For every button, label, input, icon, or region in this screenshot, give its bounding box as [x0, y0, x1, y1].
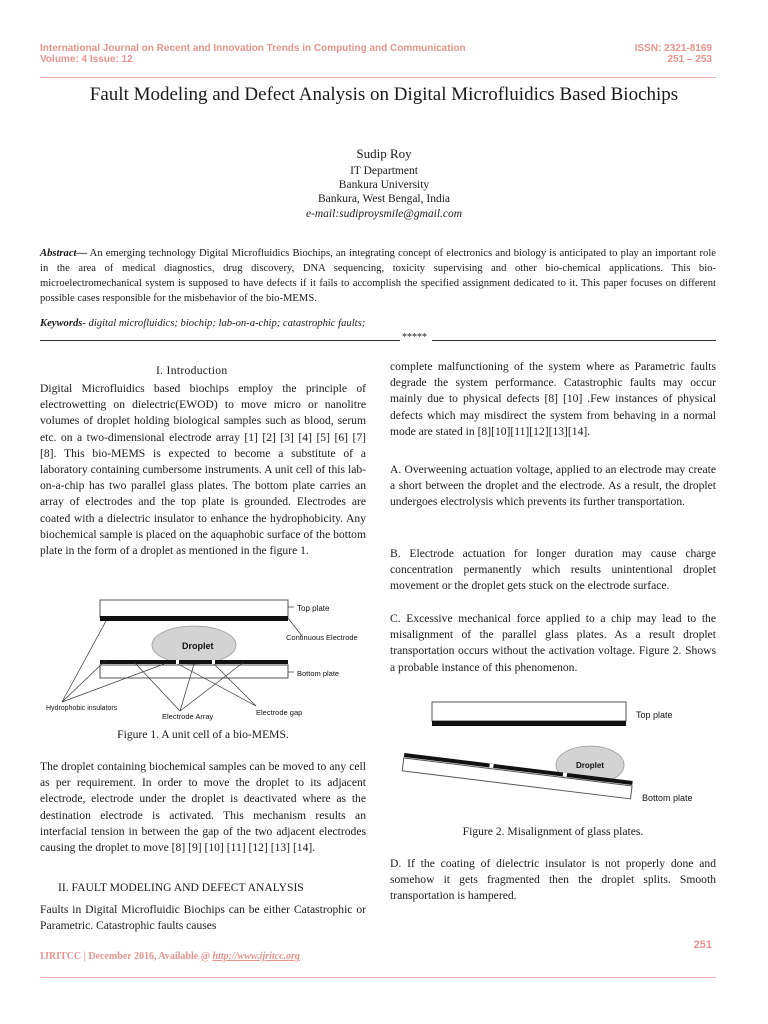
- header-rule: [40, 77, 716, 78]
- journal-name: International Journal on Recent and Innovation Trends in Computing and Communication: [40, 43, 466, 54]
- author-affiliation: [0, 164, 768, 221]
- fig1-continuous-electrode: [100, 616, 288, 621]
- intro-paragraph-1: [40, 381, 366, 559]
- right-p1: complete malfunctioning of the system where as Parametric faults degrade the system performance. Catastrophic faults may occur mainly due to physical defects [8] [10] .Few instances of physical defects which may misdirect the system from behaving in a normal mode are stated in [8][10][11][12][13][14].: [390, 360, 716, 438]
- fig2-top-electrode: [432, 721, 626, 726]
- right-paragraph-1: [390, 359, 716, 440]
- keywords-label: Keywords-: [40, 318, 86, 329]
- fault-heading: II. FAULT MODELING AND DEFECT ANALYSIS: [58, 881, 304, 894]
- fig1-gap-2: [212, 660, 215, 664]
- fig2-gap-2: [563, 772, 567, 776]
- email: e-mail:sudiproysmile@gmail.com: [305, 207, 463, 220]
- abstract-label: Abstract—: [40, 248, 88, 259]
- intro-heading: I. Introduction: [156, 364, 228, 377]
- fig2-label-droplet: Droplet: [576, 761, 604, 770]
- defect-c-text: C. Excessive mechanical force applied to a chip may lead to the misalignment of the parallel glass plates. As a result droplet transportation occurs without the activation voltage. Figure 2. Shows a probable instance of this phenomenon.: [390, 612, 716, 674]
- fig1-bottom-plate: [100, 665, 288, 678]
- fig1-label-electrode-array: Electrode Array: [162, 712, 214, 721]
- fig2-gap-1: [489, 763, 493, 767]
- issn-header: [635, 43, 712, 65]
- intro-paragraph-2: [40, 759, 366, 856]
- keywords-text: digital microfluidics; biochip; lab-on-a-chip; catastrophic faults;: [85, 318, 366, 329]
- figure-1-caption: Figure 1. A unit cell of a bio-MEMS.: [117, 728, 289, 741]
- defect-a-text: A. Overweening actuation voltage, applied to an electrode may create a short between the droplet and the electrode. As a result, the droplet undergoes electrolysis which prevents its further transportation.: [390, 463, 716, 509]
- department: IT Department: [350, 165, 418, 177]
- defect-c: [390, 611, 716, 676]
- fig1-label-droplet: Droplet: [182, 641, 214, 651]
- separator: [40, 332, 716, 344]
- issn: ISSN: 2321-8169: [634, 43, 712, 54]
- defect-d-text: D. If the coating of dielectric insulator is not properly done and somehow it gets fragmented then the droplet splits. Smooth transportation is hampered.: [390, 857, 716, 903]
- university: Bankura University: [338, 179, 430, 192]
- author-name: Sudip Roy: [356, 146, 412, 161]
- fig1-gap-1: [176, 660, 179, 664]
- figure-2: [396, 698, 716, 808]
- journal-header: [40, 43, 466, 65]
- page-number: 251: [693, 939, 712, 951]
- defect-d: [390, 856, 716, 905]
- fig1-electrode-array: [100, 660, 288, 664]
- footer-rule: [40, 977, 716, 978]
- footer-text: IJRITCC | December 2016, Available @: [40, 951, 213, 962]
- separator-stars: *****: [402, 332, 427, 343]
- footer: [40, 951, 300, 962]
- fig2-label-top-plate: Top plate: [636, 710, 673, 720]
- fig1-label-top-plate: Top plate: [297, 604, 330, 613]
- intro-p1: Digital Microfluidics based biochips employ the principle of electrowetting on dielectric(EWOD) to move micro or nanolitre volumes of droplet holding biological samples such as blood, serum etc. on a two-dimensional electrode array [1] [2] [3] [4] [5] [6] [7] [8]. This bio-MEMS is expected to become a substitute of a laboratory containing cumbersome instruments. A unit cell of this lab-on-a-chip has two parallel glass plates. The bottom plate carries an array of electrodes and the top plate is grounded. Electrodes are coated with a dielectric insulator to enhance the hydrophobicity. Any biochemical sample is placed on the aquaphobic surface of the bottom plate in the form of a droplet as mentioned in the figure 1.: [40, 382, 366, 558]
- footer-link[interactable]: http://www.ijritcc.org: [212, 951, 300, 962]
- fault-paragraph-1: [40, 902, 366, 934]
- separator-line-left: [40, 340, 400, 341]
- figure-2-caption: Figure 2. Misalignment of glass plates.: [462, 825, 644, 838]
- fig2-label-bottom-plate: Bottom plate: [642, 793, 693, 803]
- fig1-top-plate: [100, 600, 288, 617]
- fig1-label-continuous-electrode: Continuous Electrode: [286, 633, 358, 642]
- paper-title: Fault Modeling and Defect Analysis on Digital Microfluidics Based Biochips: [89, 84, 679, 105]
- figure-1: [44, 594, 370, 724]
- fault-p1: Faults in Digital Microfluidic Biochips can be either Catastrophic or Parametric. Catastrophic faults causes: [40, 903, 366, 933]
- abstract: [40, 246, 716, 306]
- defect-b-text: B. Electrode actuation for longer duration may cause charge concentration permanently which results unintentional droplet movement or the droplet gets stuck on the electrode surface.: [390, 547, 716, 593]
- page-range: 251 – 253: [667, 54, 712, 65]
- journal-volume: Volume: 4 Issue: 12: [40, 54, 133, 65]
- abstract-text: An emerging technology Digital Microfluidics Biochips, an integrating concept of electronics and biology is anticipated to play an important role in the area of medical diagnostics, drug discovery, DNA sequencing, toxicity supervising and other bio-chemical applications. This bio-microelectromechanical system is supposed to have defects if it fails to accomplish the specified assignment dedicated to it. This paper focuses on different possible cases responsible for the misbehavior of the bio-MEMS.: [40, 248, 716, 304]
- intro-p2: The droplet containing biochemical samples can be moved to any cell as per requirement. In order to move the droplet to its adjacent electrode, electrode under the droplet is deactivated where as the destination electrode is activated. This mechanism results an interfacial tension in between the gap of the two adjacent electrodes causing the droplet to move [8] [9] [10] [11] [12] [13] [14].: [40, 760, 366, 855]
- defect-b: [390, 546, 716, 595]
- keywords: [40, 318, 365, 329]
- defect-a: [390, 462, 716, 511]
- fig2-top-plate: [432, 702, 626, 721]
- fig1-label-electrode-gap: Electrode gap: [256, 708, 303, 717]
- separator-line-right: [432, 340, 716, 341]
- location: Bankura, West Bengal, India: [317, 193, 451, 206]
- fig1-label-bottom-plate: Bottom plate: [297, 669, 340, 678]
- fig1-label-hydrophobic: Hydrophobic insulators: [46, 705, 118, 712]
